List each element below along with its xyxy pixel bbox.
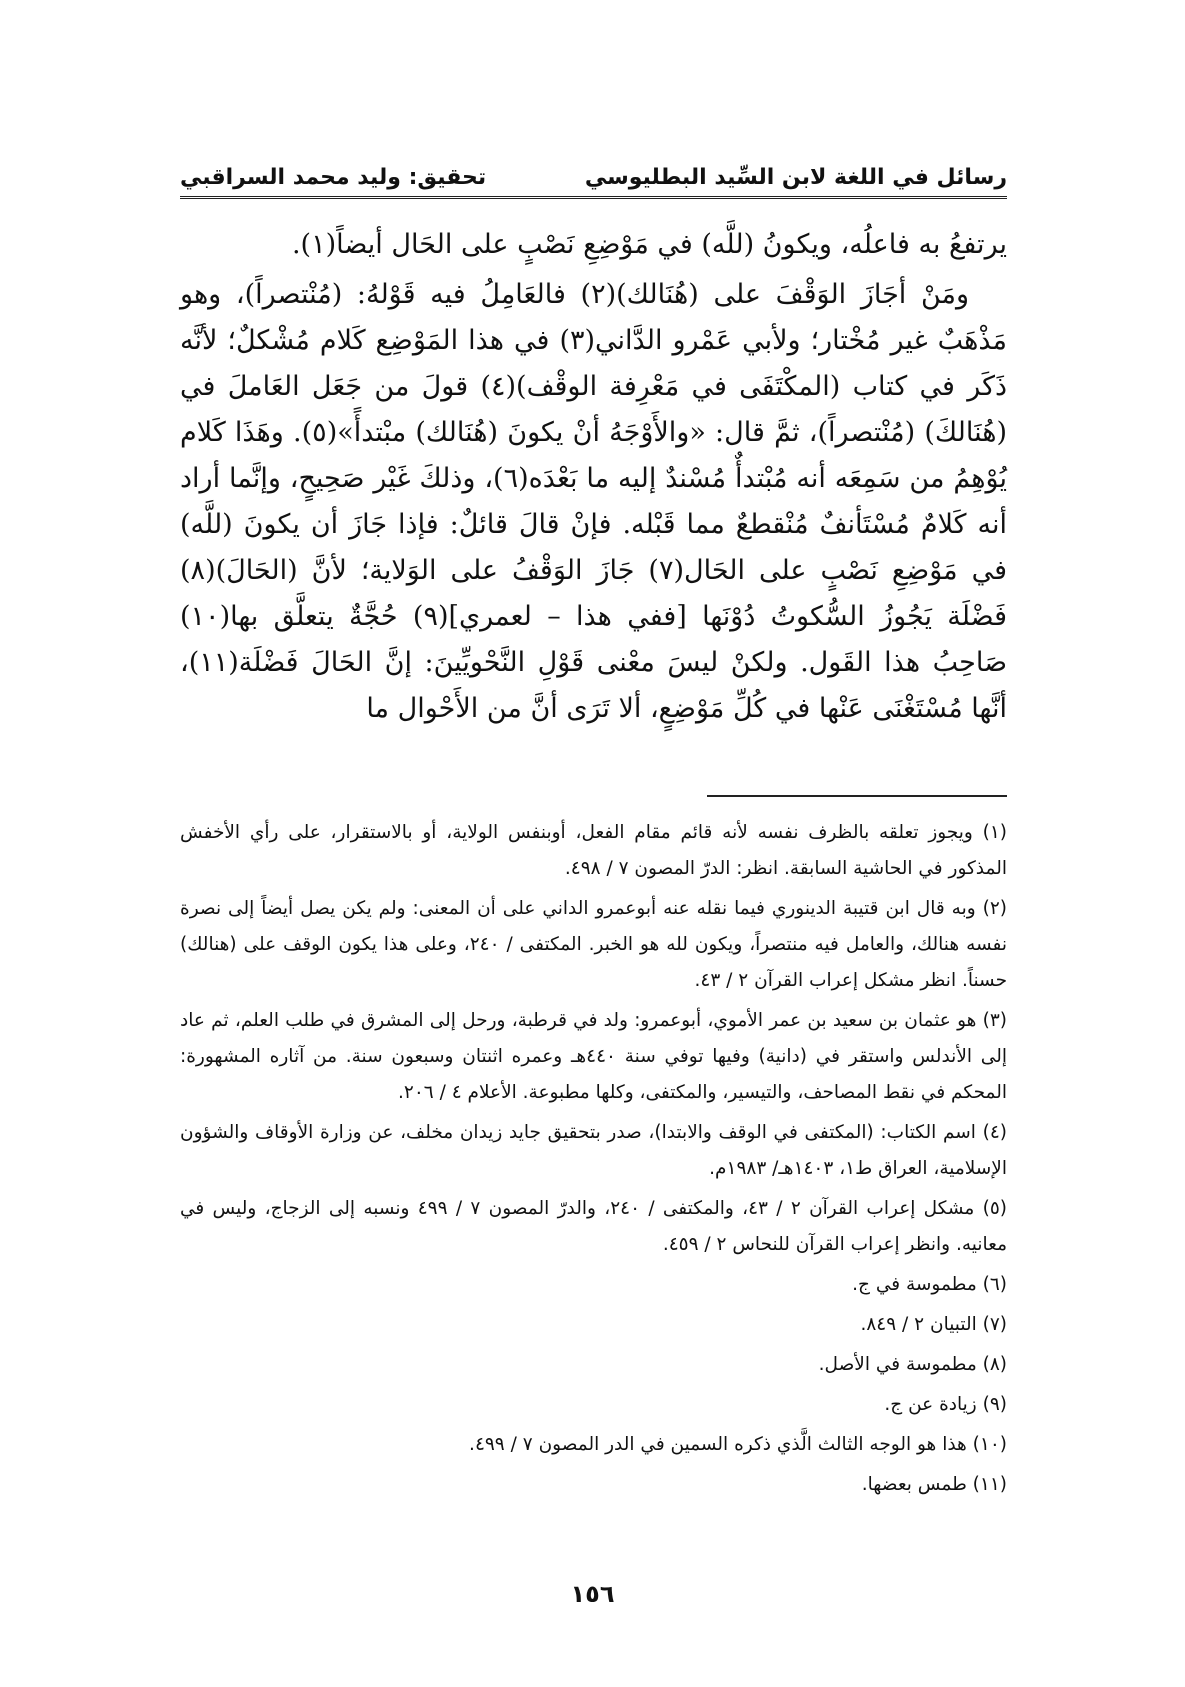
book-title: رسائل في اللغة لابن السِّيد البطليوسي (584, 165, 1007, 190)
footnote-4: (٤) اسم الكتاب: (المكتفى في الوقف والابتدا)، صدر بتحقيق جايد زيدان مخلف، عن وزارة الأوقاف والشؤون الإسلامية، العراق ط١، ١٤٠٣هـ/ ١٩٨٣م. (180, 1122, 1007, 1179)
footnote-divider (707, 795, 1007, 797)
running-header (180, 150, 1007, 190)
editor-credit: تحقيق: وليد محمد السراقبي (180, 165, 487, 190)
header-divider (180, 196, 1007, 199)
body-paragraph: ومَنْ أجَازَ الوَقْفَ على (هُنَالك)(٢) فالعَامِلُ فيه قَوْلهُ: (مُنْتصراً)، وهو مَذْهَبٌ غير مُخْتار؛ ولأبي عَمْرو الدَّاني(٣) في هذا المَوْضِع كَلام مُشْكلٌ؛ لأنَّه ذَكَر في كتاب (المكْتَفَى في مَعْرِفة الوقْف)(٤) قولَ من جَعَل العَاملَ في (هُنَالكَ) (مُنْتصراً)، ثمَّ قال: «والأَوْجَهُ أنْ يكونَ (هُنَالك) مبْتدأً»(٥). وهَذَا كَلام يُوْهِمُ من سَمِعَه أنه مُبْتدأٌ مُسْندٌ إليه ما بَعْدَه(٦)، وذلكَ غَيْر صَحِيحٍ، وإنَّما أراد أنه كَلامٌ مُسْتَأنفٌ مُنْقطعٌ مما قَبْله. فإنْ قالَ قائلٌ: فإذا جَازَ أن يكونَ (للَّه) في مَوْضِعِ نَصْبٍ على الحَال(٧) جَازَ الوَقْفُ على الوَلاية؛ لأنَّ (الحَالَ)(٨) فَضْلَة يَجُوزُ السُّكوتُ دُوْنَها [ففي هذا – لعمري](٩) حُجَّةٌ يتعلَّق بها(١٠) صَاحِبُ هذا القَول. ولكنْ ليسَ معْنى قَوْلِ النَّحْويِّينَ: إنَّ الحَالَ فَضْلَة(١١)، أنَّها مُسْتَغْنَى عَنْها في كُلِّ مَوْضِعٍ، ألا تَرَى أنَّ من الأَحْوال ما (180, 279, 1008, 724)
main-text (180, 222, 1007, 736)
footnote-10: (١٠) هذا هو الوجه الثالث الَّذي ذكره السمين في الدر المصون ٧ / ٤٩٩. (469, 1434, 1007, 1455)
footnote-9: (٩) زيادة عن ج. (884, 1394, 1007, 1415)
footnote-1: (١) ويجوز تعلقه بالظرف نفسه لأنه قائم مقام الفعل، أوبنفس الولاية، أو بالاستقرار، على رأي الأخفش المذكور في الحاشية السابقة. انظر: الدرّ المصون ٧ / ٤٩٨. (180, 822, 1007, 879)
page-number: ١٥٦ (570, 1580, 615, 1608)
footnote-6: (٦) مطموسة في ج. (852, 1274, 1007, 1295)
footnote-7: (٧) التبيان ٢ / ٨٤٩. (860, 1314, 1007, 1335)
body-paragraph: يرتفعُ به فاعلُه، ويكونُ (للَّه) في مَوْضِعِ نَصْبٍ على الحَال أيضاً(١). (291, 229, 1007, 260)
footnotes (180, 815, 1007, 1507)
footnote-8: (٨) مطموسة في الأصل. (818, 1354, 1007, 1375)
footnote-11: (١١) طمس بعضها. (861, 1474, 1007, 1495)
footnote-5: (٥) مشكل إعراب القرآن ٢ / ٤٣، والمكتفى / ٢٤٠، والدرّ المصون ٧ / ٤٩٩ ونسبه إلى الزجاج، وليس في معانيه. وانظر إعراب القرآن للنحاس ٢ / ٤٥٩. (180, 1198, 1007, 1255)
footnote-3: (٣) هو عثمان بن سعيد بن عمر الأموي، أبوعمرو: ولد في قرطبة، ورحل إلى المشرق في طلب العلم، ثم عاد إلى الأندلس واستقر في (دانية) وفيها توفي سنة ٤٤٠هـ وعمره اثنتان وسبعون سنة. من آثاره المشهورة: المحكم في نقط المصاحف، والتيسير، والمكتفى، وكلها مطبوعة. الأعلام ٤ / ٢٠٦. (180, 1010, 1007, 1103)
footnote-2: (٢) وبه قال ابن قتيبة الدينوري فيما نقله عنه أبوعمرو الداني على أن المعنى: ولم يكن يصل أيضاً إلى نصرة نفسه هنالك، والعامل فيه منتصراً، ويكون لله هو الخبر. المكتفى / ٢٤٠، وعلى هذا يكون الوقف على (هنالك) حسناً. انظر مشكل إعراب القرآن ٢ / ٤٣. (180, 898, 1007, 991)
